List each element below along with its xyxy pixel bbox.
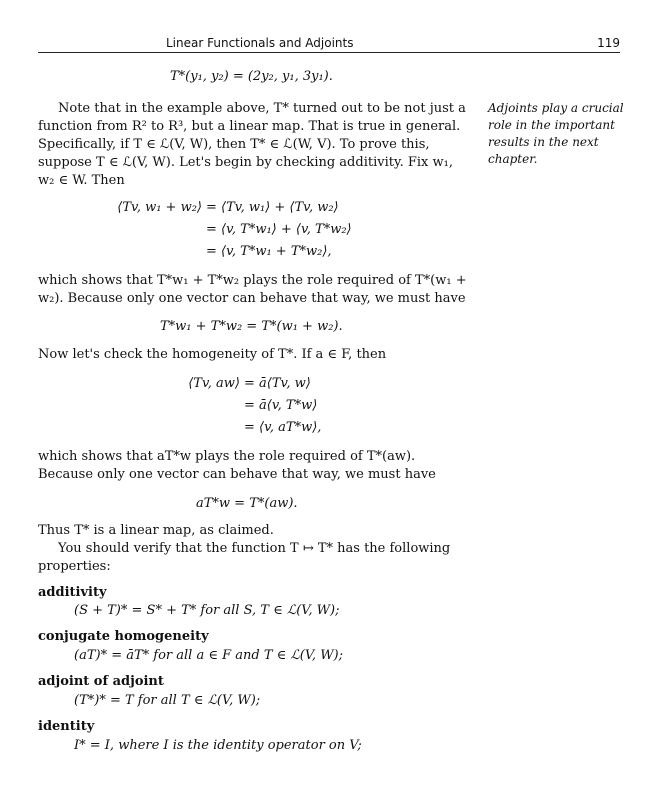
property-term-identity: identity xyxy=(38,719,95,734)
running-header xyxy=(38,36,620,53)
property-text-additivity: (S + T)* = S* + T* for all S, T ∈ ℒ(V, W); xyxy=(74,603,340,618)
eq-add-lhs: ⟨Tv, w₁ + w₂⟩ xyxy=(117,200,202,215)
property-text-adjoint-of-adjoint: (T*)* = T for all T ∈ ℒ(V, W); xyxy=(74,693,261,708)
property-text-conjugate-homogeneity: (aT)* = āT* for all a ∈ F and T ∈ ℒ(V, W); xyxy=(74,648,344,663)
eq-hom-rhs-2: = ā⟨v, T*w⟩ xyxy=(244,398,318,413)
eq-add-rhs-1: = ⟨Tv, w₁⟩ + ⟨Tv, w₂⟩ xyxy=(206,200,339,215)
property-term-conjugate-homogeneity: conjugate homogeneity xyxy=(38,629,209,644)
eq-hom-lhs: ⟨Tv, aw⟩ xyxy=(188,376,240,391)
property-text-identity: I* = I, where I is the identity operator on V; xyxy=(74,738,362,753)
equation-top: T*(y₁, y₂) = (2y₂, y₁, 3y₁). xyxy=(170,69,333,84)
eq-hom-rhs-1: = ā⟨Tv, w⟩ xyxy=(244,376,311,391)
paragraph-6: You should verify that the function T ↦ T* has the following properties: xyxy=(38,541,451,574)
margin-note: Adjoints play a crucial role in the important results in the next chapter. xyxy=(488,101,624,166)
paragraph-5: Thus T* is a linear map, as claimed. xyxy=(38,523,274,538)
header-title: Linear Functionals and Adjoints xyxy=(166,36,354,50)
eq-hom-rhs-3: = ⟨v, aT*w⟩, xyxy=(244,420,322,435)
paragraph-4: which shows that aT*w plays the role required of T*(aw). Because only one vector can behave that way, we must have xyxy=(38,449,436,482)
equation-sum: T*w₁ + T*w₂ = T*(w₁ + w₂). xyxy=(160,319,343,334)
property-term-adjoint-of-adjoint: adjoint of adjoint xyxy=(38,674,164,689)
equation-scalar: aT*w = T*(aw). xyxy=(196,496,298,511)
eq-add-rhs-3: = ⟨v, T*w₁ + T*w₂⟩, xyxy=(206,244,332,259)
paragraph-2: which shows that T*w₁ + T*w₂ plays the role required of T*(w₁ + w₂). Because only one vector can behave that way, we must have xyxy=(38,273,467,306)
eq-add-rhs-2: = ⟨v, T*w₁⟩ + ⟨v, T*w₂⟩ xyxy=(206,222,352,237)
paragraph-1: Note that in the example above, T* turned out to be not just a function from R² to R³, but a linear map. That is true in general. Specifically, if T ∈ ℒ(V, W), then T* ∈ ℒ(W, V). To prove this, suppose T ∈ ℒ(V, W). Let's begin by checking additivity. Fix w₁, w₂ ∈ W. Then xyxy=(38,101,466,188)
paragraph-3: Now let's check the homogeneity of T*. If a ∈ F, then xyxy=(38,347,387,362)
property-term-additivity: additivity xyxy=(38,585,107,600)
page-number: 119 xyxy=(597,36,620,50)
